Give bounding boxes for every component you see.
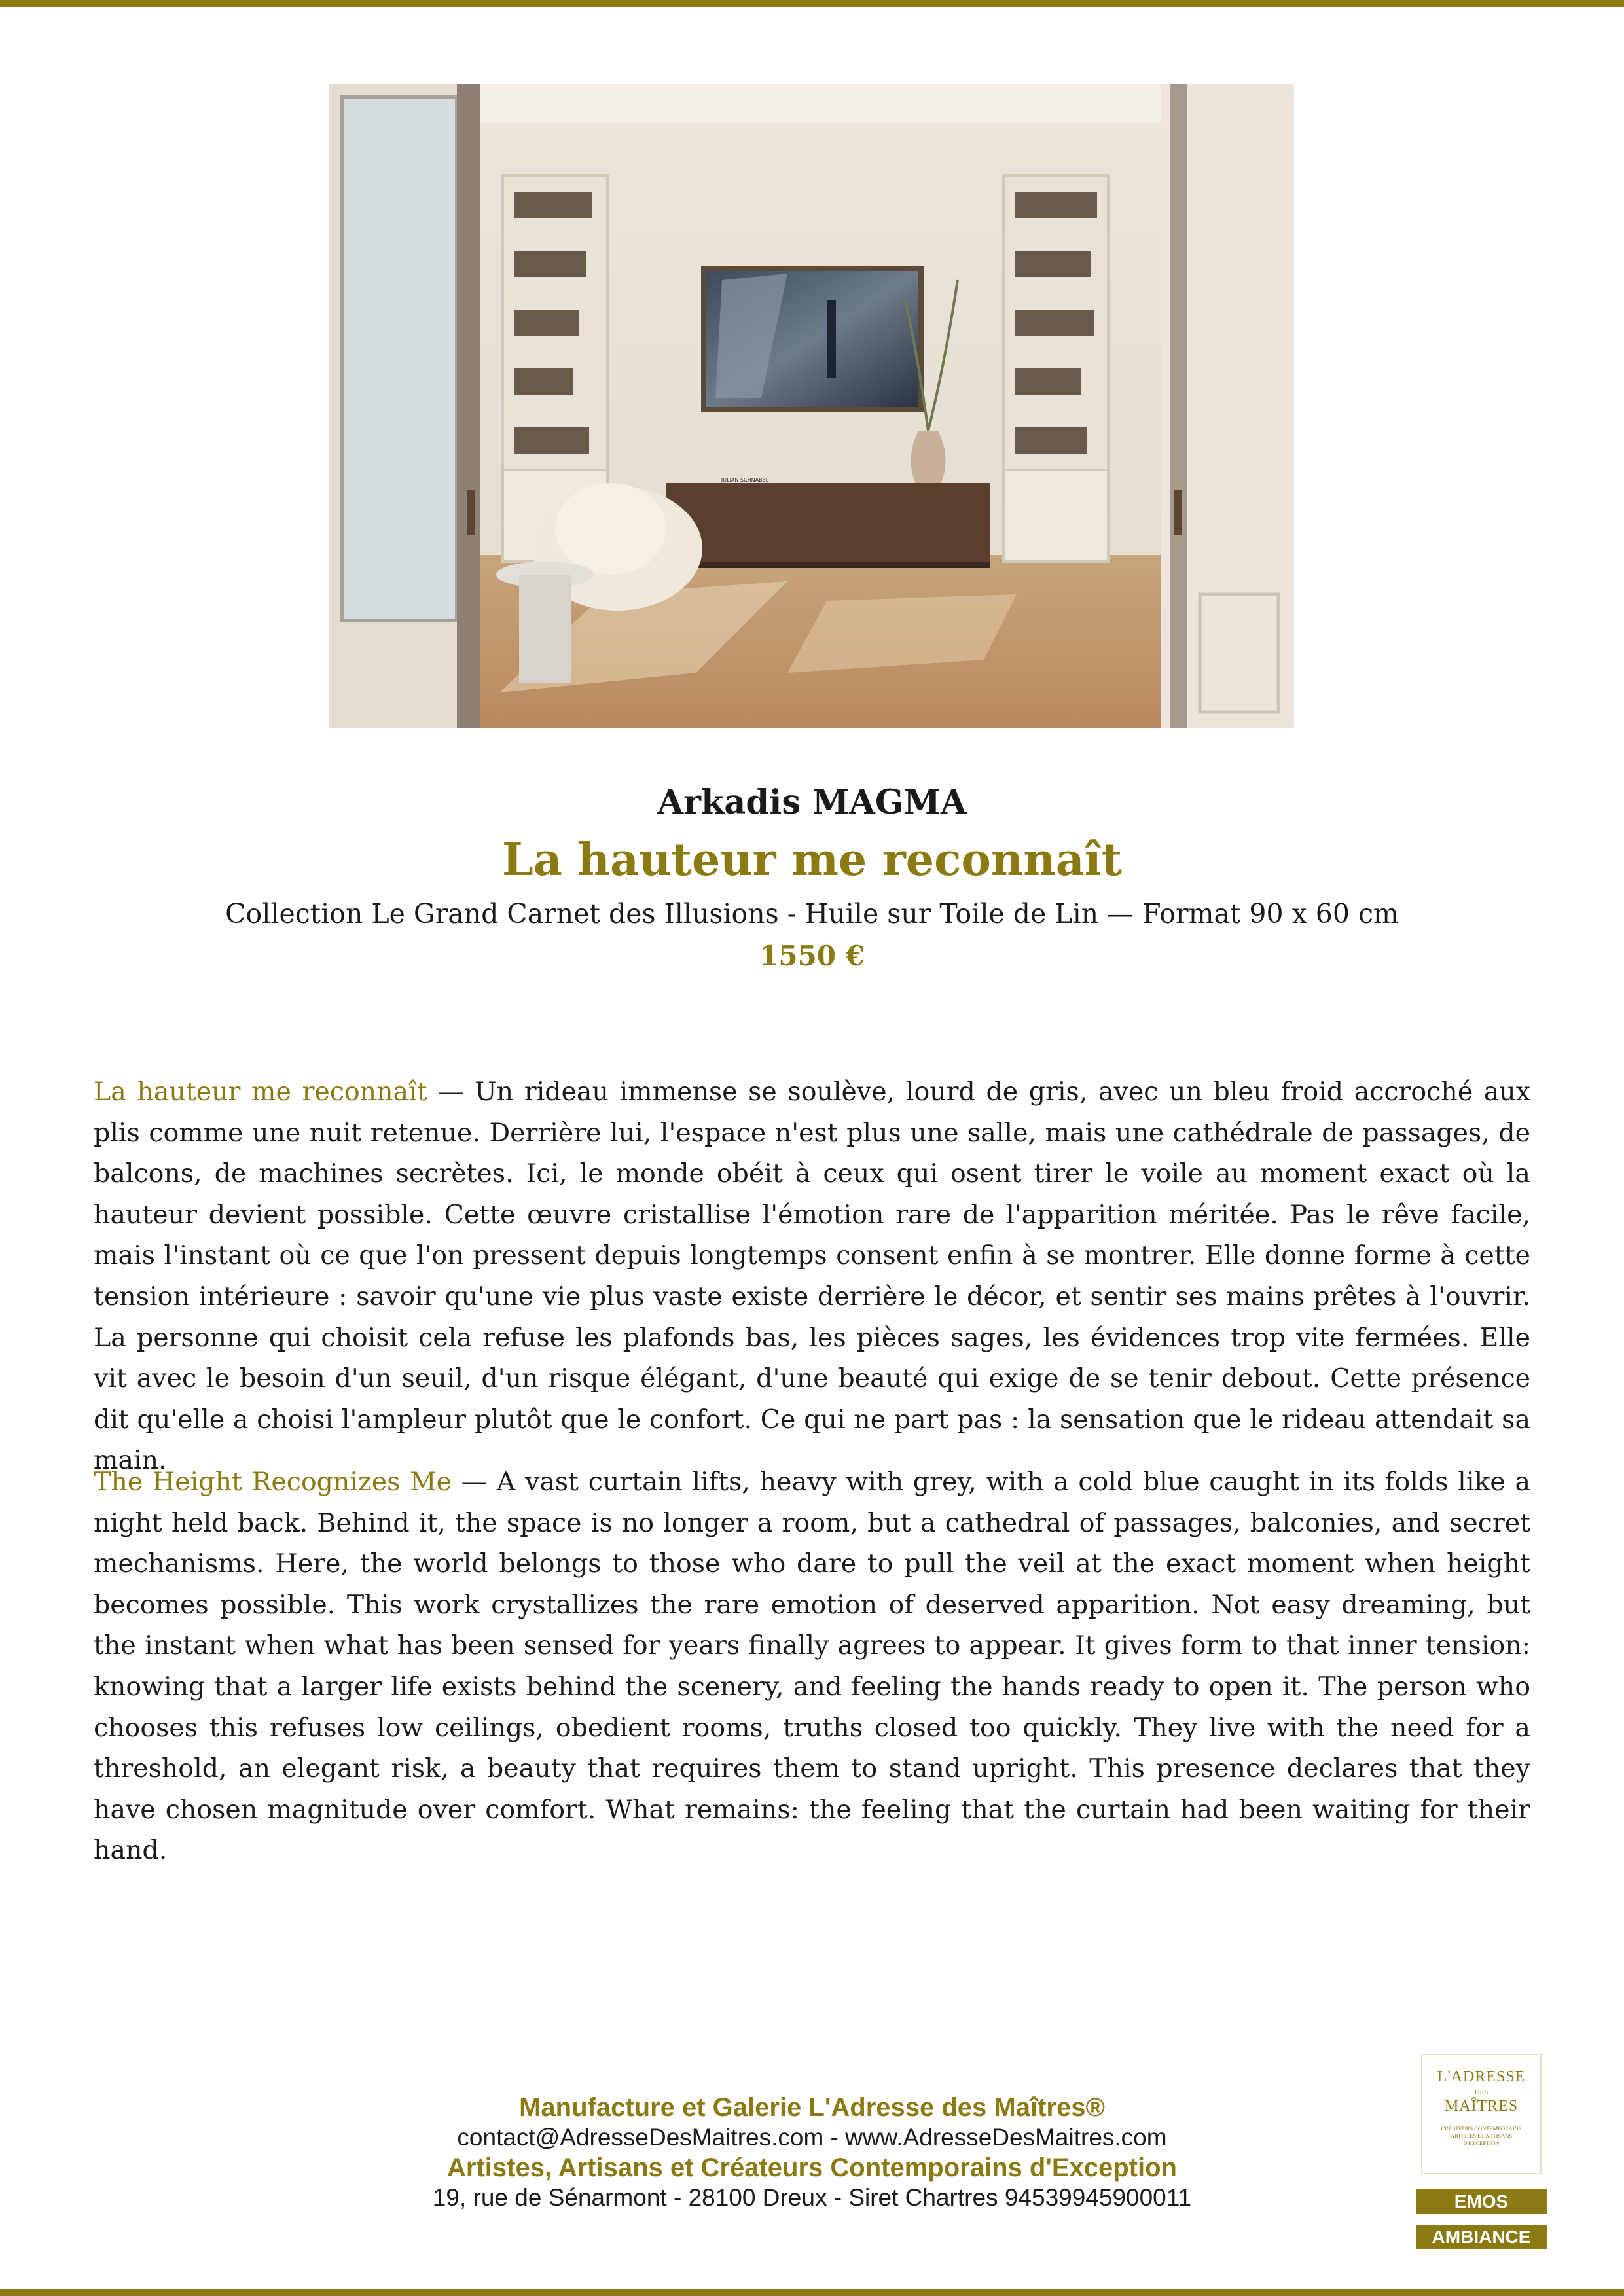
gallery-logo bbox=[1421, 2054, 1542, 2174]
artist-name: Arkadis MAGMA bbox=[657, 783, 967, 822]
logo-line-4: CRÉATEURS CONTEMPORAINS ARTISTES ET ARTISANS D'EXCEPTION bbox=[1441, 2125, 1522, 2146]
bottom-border bbox=[0, 2289, 1624, 2296]
artwork-subtitle: Collection Le Grand Carnet des Illusions - Huile sur Toile de Lin — Format 90 x 60 cm bbox=[225, 898, 1399, 929]
description-english-lead: The Height Recognizes Me bbox=[94, 1467, 452, 1497]
footer bbox=[0, 2092, 1624, 2213]
logo-line-3: MAÎTRES bbox=[1444, 2098, 1519, 2115]
footer-tagline: Artistes, Artisans et Créateurs Contemporains d'Exception bbox=[447, 2153, 1177, 2182]
top-border bbox=[0, 0, 1624, 7]
book-label: JULIAN SCHNABEL bbox=[721, 477, 769, 483]
description-french-body: — Un rideau immense se soulève, lourd de gris, avec un bleu froid accroché aux plis comme une nuit retenue. Derrière lui, l'espace n'est plus une salle, mais une cathédrale de passages, de balcons, de machines secrètes. Ici, le monde obéit à ceux qui osent tirer le voile au moment exact où la hauteur devient possible. Cette œuvre cristallise l'émotion rare de l'apparition méritée. Pas le rêve facile, mais l'instant où ce que l'on pressent depuis longtemps consent enfin à se montrer. Elle donne forme à cette tension intérieure : savoir qu'une vie plus vaste existe derrière le décor, et sentir ses mains prêtes à l'ouvrir. La personne qui choisit cela refuse les plafonds bas, les pièces sages, les évidences trop vite fermées. Elle vit avec le besoin d'un seuil, d'un risque élégant, d'une beauté qui exige de se tenir debout. Cette présence dit qu'elle a choisi l'ampleur plutôt que le confort. Ce qui ne part pas : la sensation que le rideau attendait sa main. bbox=[94, 1077, 1530, 1476]
artwork-price: 1550 € bbox=[759, 940, 865, 972]
interior-photo bbox=[329, 84, 1294, 728]
logo-line-1: L'ADRESSE bbox=[1437, 2068, 1526, 2085]
logo-line-2: DES bbox=[1474, 2089, 1489, 2096]
description-french-lead: La hauteur me reconnaît bbox=[94, 1077, 427, 1107]
description-english bbox=[94, 1462, 1530, 1871]
footer-contact: contact@AdresseDesMaitres.com - www.AdresseDesMaitres.com bbox=[457, 2124, 1167, 2151]
description-english-body: — A vast curtain lifts, heavy with grey, with a cold blue caught in its folds like a night held back. Behind it, the space is no longer a room, but a cathedral of passages, balconies, and secret mechanisms. Here, the world belongs to those who dare to pull the veil at the exact moment when height becomes possible. This work crystallizes the rare emotion of deserved apparition. Not easy dreaming, but the instant when what has been sensed for years finally agrees to appear. It gives form to that inner tension: knowing that a larger life exists behind the scenery, and feeling the hands ready to open it. The person who chooses this refuses low ceilings, obedient rooms, truths closed too quickly. They live with the need for a threshold, an elegant risk, a beauty that requires them to stand upright. This presence declares that they have chosen magnitude over comfort. What remains: the feeling that the curtain had been waiting for their hand. bbox=[94, 1467, 1531, 1866]
tag-ambiance: AMBIANCE bbox=[1416, 2225, 1547, 2249]
description-french bbox=[94, 1071, 1530, 1481]
artwork-title: La hauteur me reconnaît bbox=[501, 834, 1123, 886]
footer-address: 19, rue de Sénarmont - 28100 Dreux - Siret Chartres 94539945900011 bbox=[432, 2184, 1192, 2211]
footer-company: Manufacture et Galerie L'Adresse des Maîtres® bbox=[519, 2093, 1105, 2122]
tag-emos: EMOS bbox=[1416, 2189, 1547, 2214]
